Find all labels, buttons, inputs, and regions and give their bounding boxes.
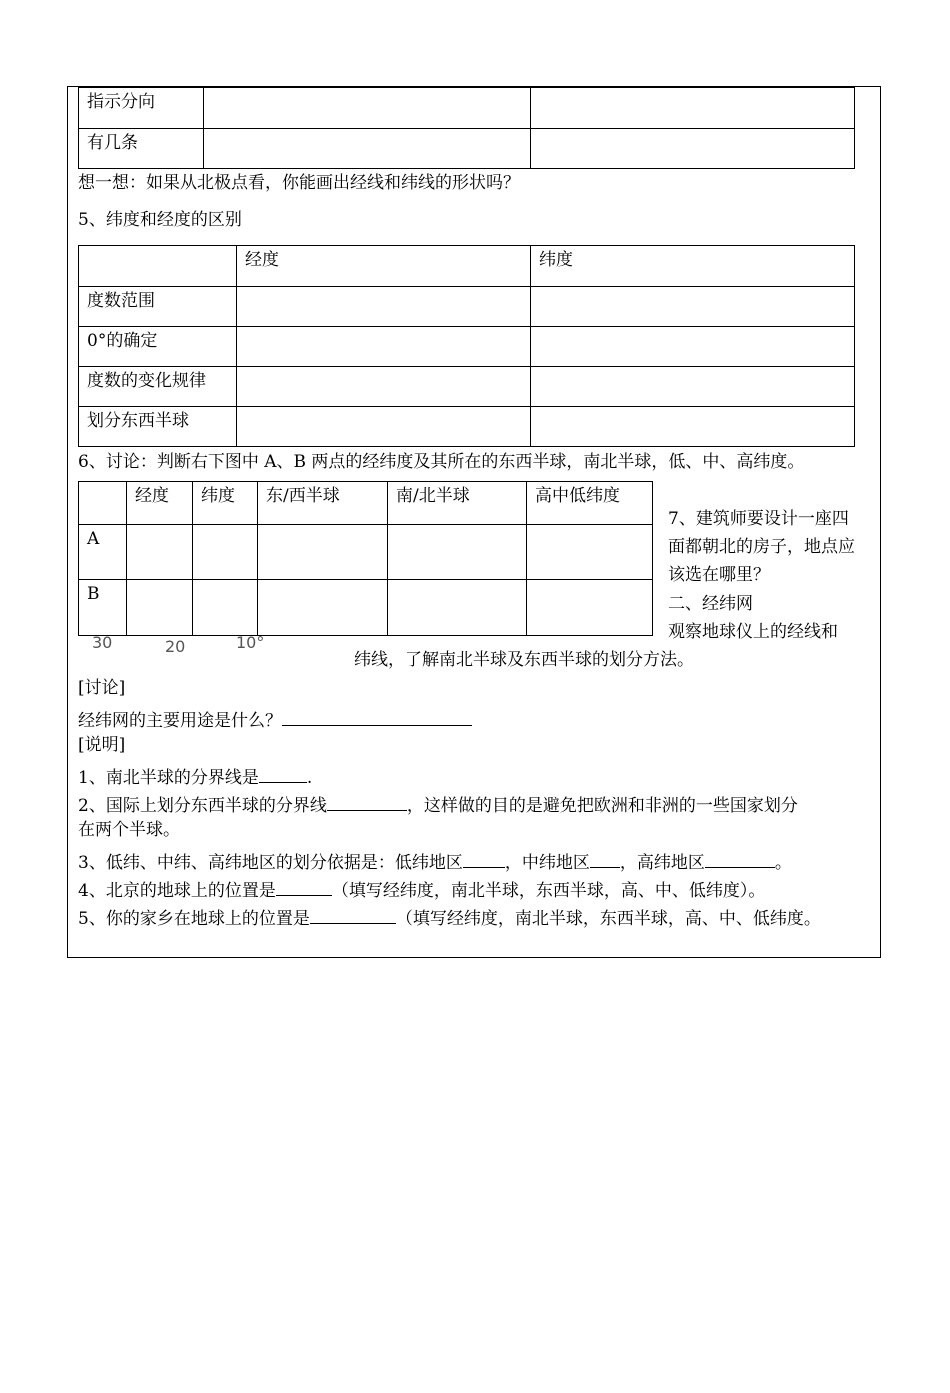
item-text: . — [306, 768, 313, 788]
lat-long-compare-table — [78, 245, 855, 447]
answer-blank[interactable] — [310, 905, 396, 924]
item-text: 5、你的家乡在地球上的位置是 — [78, 909, 310, 929]
map-tick-label: 10° — [236, 633, 265, 652]
q7-line: 面都朝北的房子，地点应 — [668, 537, 855, 557]
direction-table — [78, 87, 855, 169]
explanation-item-4 — [78, 877, 765, 901]
explanation-label: [说明] — [78, 735, 126, 755]
item-text: （填写经纬度，南北半球，东西半球，高、中、低纬度。 — [395, 909, 821, 929]
explanation-item-1 — [78, 764, 312, 788]
answer-blank[interactable] — [590, 849, 620, 868]
observe-line: 纬线，了解南北半球及东西半球的划分方法。 — [354, 650, 694, 670]
answer-cell[interactable] — [127, 580, 193, 636]
observe-line: 观察地球仪上的经线和 — [668, 622, 838, 642]
row-label-count: 有几条 — [79, 129, 204, 169]
corner-cell — [79, 482, 127, 525]
header-cell: 南/北半球 — [388, 482, 527, 525]
header-cell: 高中低纬度 — [527, 482, 653, 525]
answer-cell[interactable] — [388, 525, 527, 580]
row-label-a: A — [79, 525, 127, 580]
discussion-question — [78, 707, 472, 731]
q7-line: 该选在哪里？ — [668, 565, 770, 585]
answer-cell[interactable] — [204, 129, 531, 169]
map-tick-label: 20 — [165, 637, 186, 656]
header-latitude: 纬度 — [531, 246, 855, 287]
row-label: 0°的确定 — [79, 327, 237, 367]
section6-title: 6、讨论：判断右下图中 A、B 两点的经纬度及其所在的东西半球，南北半球，低、中、高纬度。 — [78, 452, 805, 472]
answer-blank[interactable] — [327, 792, 407, 811]
row-label-direction: 指示分向 — [79, 88, 204, 129]
section2-title: 二、经纬网 — [668, 594, 753, 614]
answer-cell[interactable] — [531, 287, 855, 327]
answer-blank[interactable] — [463, 849, 505, 868]
item-text: 。 — [774, 853, 792, 873]
discussion-question-text: 经纬网的主要用途是什么？ — [78, 711, 282, 731]
item-text: 3、低纬、中纬、高纬地区的划分依据是：低纬地区 — [78, 853, 463, 873]
answer-cell[interactable] — [531, 367, 855, 407]
explanation-item-2 — [78, 792, 798, 816]
answer-cell[interactable] — [527, 580, 653, 636]
row-label: 划分东西半球 — [79, 407, 237, 447]
answer-cell[interactable] — [193, 525, 258, 580]
point-ab-table — [78, 481, 653, 636]
row-label: 度数范围 — [79, 287, 237, 327]
answer-cell[interactable] — [237, 327, 531, 367]
corner-cell — [79, 246, 237, 287]
answer-cell[interactable] — [531, 407, 855, 447]
answer-cell[interactable] — [127, 525, 193, 580]
answer-cell[interactable] — [531, 129, 855, 169]
header-cell: 纬度 — [193, 482, 258, 525]
answer-cell[interactable] — [193, 580, 258, 636]
answer-cell[interactable] — [527, 525, 653, 580]
answer-cell[interactable] — [388, 580, 527, 636]
answer-cell[interactable] — [531, 88, 855, 129]
section5-title: 5、纬度和经度的区别 — [78, 210, 242, 230]
answer-cell[interactable] — [531, 327, 855, 367]
row-label: 度数的变化规律 — [79, 367, 237, 407]
item-text: 1、南北半球的分界线是 — [78, 768, 259, 788]
answer-blank[interactable] — [276, 877, 332, 896]
answer-cell[interactable] — [237, 287, 531, 327]
item-text: ，这样做的目的是避免把欧洲和非洲的一些国家划分 — [406, 796, 798, 816]
item-text: ，中纬地区 — [504, 853, 590, 873]
answer-cell[interactable] — [237, 367, 531, 407]
item-text: ，高纬地区 — [619, 853, 705, 873]
answer-cell[interactable] — [204, 88, 531, 129]
explanation-item-3 — [78, 849, 792, 873]
explanation-item-5 — [78, 905, 821, 929]
answer-blank[interactable] — [282, 707, 472, 726]
map-tick-label: 30 — [92, 633, 113, 652]
answer-cell[interactable] — [258, 525, 388, 580]
item-text: 4、北京的地球上的位置是 — [78, 881, 276, 901]
item-text: （填写经纬度，南北半球，东西半球，高、中、低纬度）。 — [331, 881, 766, 901]
explanation-item-2-cont: 在两个半球。 — [78, 820, 180, 840]
discussion-label: [讨论] — [78, 678, 126, 698]
answer-blank[interactable] — [259, 764, 307, 783]
item-text: 2、国际上划分东西半球的分界线 — [78, 796, 327, 816]
answer-blank[interactable] — [705, 849, 775, 868]
q7-line: 7、建筑师要设计一座四 — [668, 509, 849, 529]
row-label-b: B — [79, 580, 127, 636]
think-question: 想一想：如果从北极点看，你能画出经线和纬线的形状吗？ — [78, 173, 520, 193]
answer-cell[interactable] — [258, 580, 388, 636]
header-cell: 东/西半球 — [258, 482, 388, 525]
answer-cell[interactable] — [237, 407, 531, 447]
header-longitude: 经度 — [237, 246, 531, 287]
header-cell: 经度 — [127, 482, 193, 525]
